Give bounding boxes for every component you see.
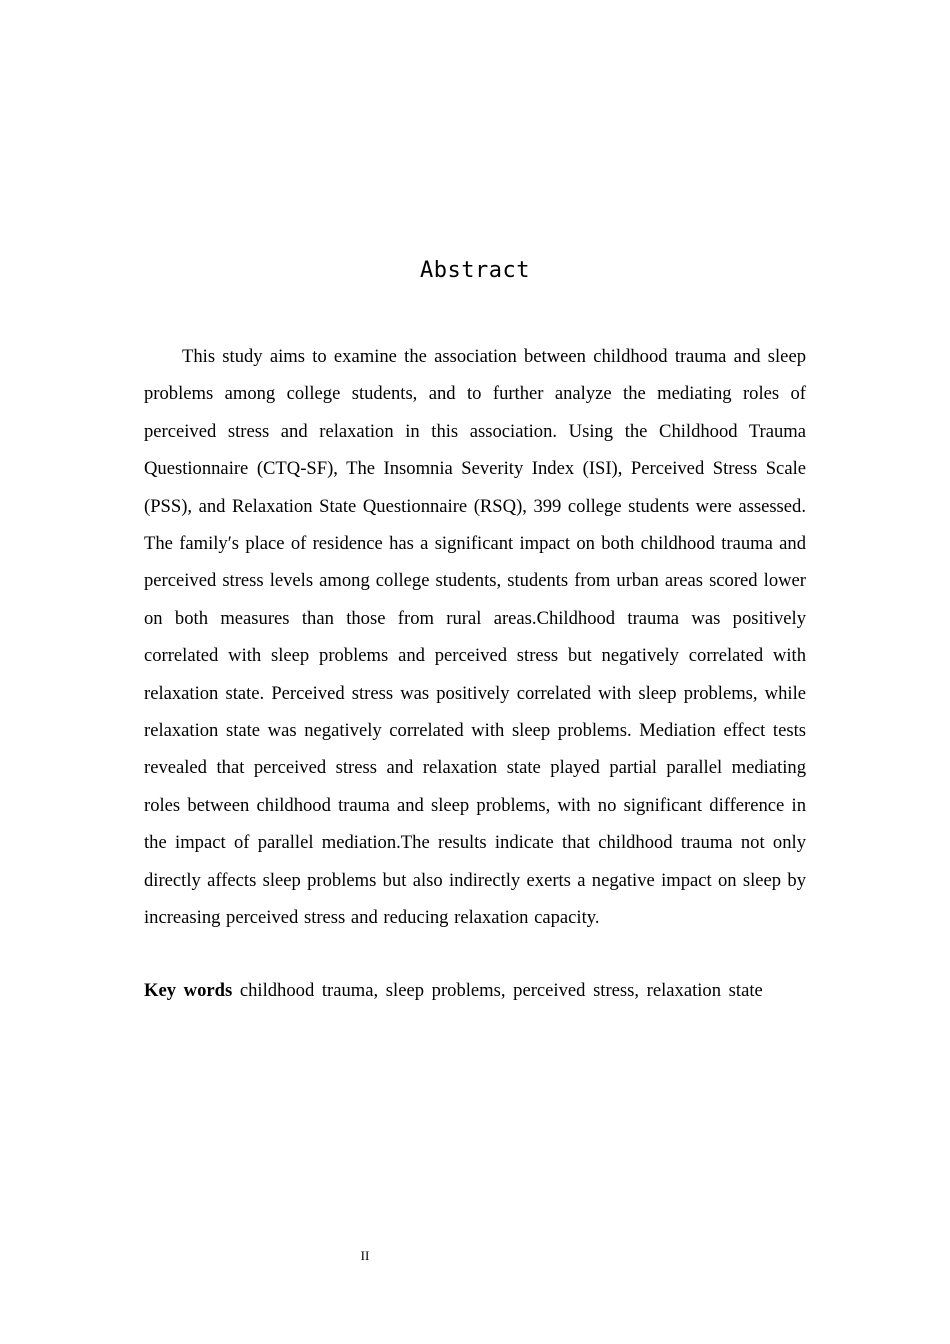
- keywords-line: [144, 975, 806, 1007]
- page-number: II: [360, 1248, 370, 1263]
- abstract-paragraph: This study aims to examine the association between childhood trauma and sleep problems among college students, and to further analyze the mediating roles of perceived stress and relaxation in this association. Using the Childhood Trauma Questionnaire (CTQ-SF), The Insomnia Severity Index (ISI), Perceived Stress Scale (PSS), and Relaxation State Questionnaire (RSQ), 399 college students were assessed. The family′s place of residence has a significant impact on both childhood trauma and perceived stress levels among college students, students from urban areas scored lower on both measures than those from rural areas.Childhood trauma was positively correlated with sleep problems and perceived stress but negatively correlated with relaxation state. Perceived stress was positively correlated with sleep problems, while relaxation state was negatively correlated with sleep problems. Mediation effect tests revealed that perceived stress and relaxation state played partial parallel mediating roles between childhood trauma and sleep problems, with no significant difference in the impact of parallel mediation.The results indicate that childhood trauma not only directly affects sleep problems but also indirectly exerts a negative impact on sleep by increasing perceived stress and reducing relaxation capacity.: [144, 346, 806, 929]
- abstract-title: Abstract: [420, 258, 530, 283]
- keywords-list: childhood trauma, sleep problems, perceived stress, relaxation state: [239, 980, 763, 1001]
- keywords-label: Key words: [144, 980, 233, 1001]
